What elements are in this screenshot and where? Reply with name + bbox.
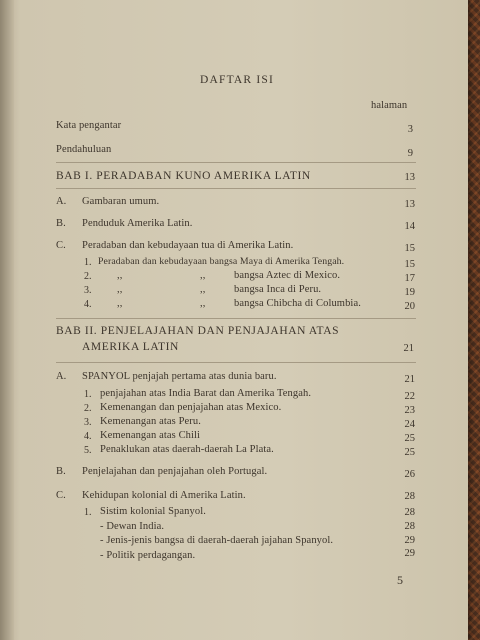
subsection-page: 20 — [404, 301, 415, 312]
chapter-1-heading: BAB I. PERADABAN KUNO AMERIKA LATIN — [56, 170, 311, 182]
book-spine — [0, 0, 14, 640]
toc-page-kata-pengantar: 3 — [407, 124, 413, 135]
ditto-mark: ,, — [117, 298, 123, 309]
section-page: 21 — [404, 374, 415, 385]
subsection-page: 23 — [404, 405, 415, 416]
section-label: C. — [56, 490, 66, 501]
section-label: A. — [56, 196, 67, 207]
subsection-page: 25 — [404, 433, 415, 444]
page-number: 5 — [397, 573, 404, 587]
subsection-page: 25 — [404, 447, 415, 458]
section-label: B. — [56, 218, 66, 229]
subsection-page: 24 — [404, 419, 415, 430]
subsection-number: 5. — [84, 445, 92, 456]
subsection-page: 17 — [404, 273, 415, 284]
bullet-item: - Jenis-jenis bangsa di daerah-daerah jajahan Spanyol. — [100, 535, 334, 546]
section-page: 15 — [404, 243, 415, 254]
subsection-title: penjajahan atas India Barat dan Amerika Tengah. — [100, 388, 312, 399]
divider — [56, 188, 416, 189]
section-page: 13 — [404, 199, 415, 210]
subsection-page: 19 — [404, 287, 415, 298]
subsection-number: 1. — [84, 507, 92, 518]
subsection-page: 28 — [404, 507, 415, 518]
ditto-mark: ,, — [117, 284, 123, 295]
page-title: DAFTAR ISI — [200, 74, 275, 86]
bullet-item: - Politik perdagangan. — [100, 550, 196, 561]
section-page: 14 — [404, 221, 415, 232]
subsection-title: bangsa Aztec di Mexico. — [234, 270, 341, 281]
section-label: B. — [56, 466, 66, 477]
toc-page-pendahuluan: 9 — [407, 148, 413, 159]
section-label: A. — [56, 371, 67, 382]
section-label: C. — [56, 240, 66, 251]
subsection-page: 22 — [404, 391, 415, 402]
subsection-number: 4. — [84, 431, 92, 442]
subsection-title: bangsa Chibcha di Columbia. — [234, 298, 361, 309]
section-page: 26 — [404, 469, 415, 480]
bullet-page: 28 — [404, 521, 415, 532]
page-column-header: halaman — [371, 100, 408, 111]
chapter-2-page: 21 — [403, 343, 414, 354]
toc-entry-kata-pengantar: Kata pengantar — [56, 120, 122, 131]
subsection-number: 4. — [84, 299, 92, 310]
section-title: Gambaran umum. — [82, 196, 160, 207]
subsection-number: 1. — [84, 257, 92, 268]
chapter-1-page: 13 — [404, 172, 415, 183]
ditto-mark: ,, — [200, 298, 206, 309]
section-title: Kehidupan kolonial di Amerika Latin. — [82, 490, 246, 501]
subsection-title: bangsa Inca di Peru. — [234, 284, 322, 295]
bullet-item: - Dewan India. — [100, 521, 165, 532]
bullet-page: 29 — [404, 535, 415, 546]
ditto-mark: ,, — [200, 284, 206, 295]
bullet-page: 29 — [404, 548, 415, 559]
subsection-page: 15 — [404, 259, 415, 270]
divider — [56, 318, 416, 319]
section-title: Penjelajahan dan penjajahan oleh Portugal. — [82, 466, 268, 477]
divider — [56, 162, 416, 163]
section-title: SPANYOL penjajah pertama atas dunia baru. — [82, 371, 277, 382]
section-page: 28 — [404, 491, 415, 502]
subsection-number: 2. — [84, 271, 92, 282]
chapter-2-heading-line2: AMERIKA LATIN — [82, 341, 179, 353]
section-title: Penduduk Amerika Latin. — [82, 218, 193, 229]
section-title: Peradaban dan kebudayaan tua di Amerika Latin. — [82, 240, 294, 251]
subsection-title: Kemenangan atas Chili — [100, 430, 201, 441]
subsection-number: 3. — [84, 417, 92, 428]
subsection-number: 2. — [84, 403, 92, 414]
chapter-2-heading-line1: BAB II. PENJELAJAHAN DAN PENJAJAHAN ATAS — [56, 325, 340, 337]
subsection-number: 1. — [84, 389, 92, 400]
subsection-title: Penaklukan atas daerah-daerah La Plata. — [100, 444, 274, 455]
ditto-mark: ,, — [200, 270, 206, 281]
divider — [56, 362, 416, 363]
subsection-title: Sistim kolonial Spanyol. — [100, 506, 206, 517]
subsection-title: Kemenangan atas Peru. — [100, 416, 201, 427]
subsection-number: 3. — [84, 285, 92, 296]
subsection-title: Kemenangan dan penjajahan atas Mexico. — [100, 402, 282, 413]
toc-entry-pendahuluan: Pendahuluan — [56, 144, 112, 155]
subsection-title: Peradaban dan kebudayaan bangsa Maya di Amerika Tengah. — [98, 256, 345, 267]
ditto-mark: ,, — [117, 270, 123, 281]
